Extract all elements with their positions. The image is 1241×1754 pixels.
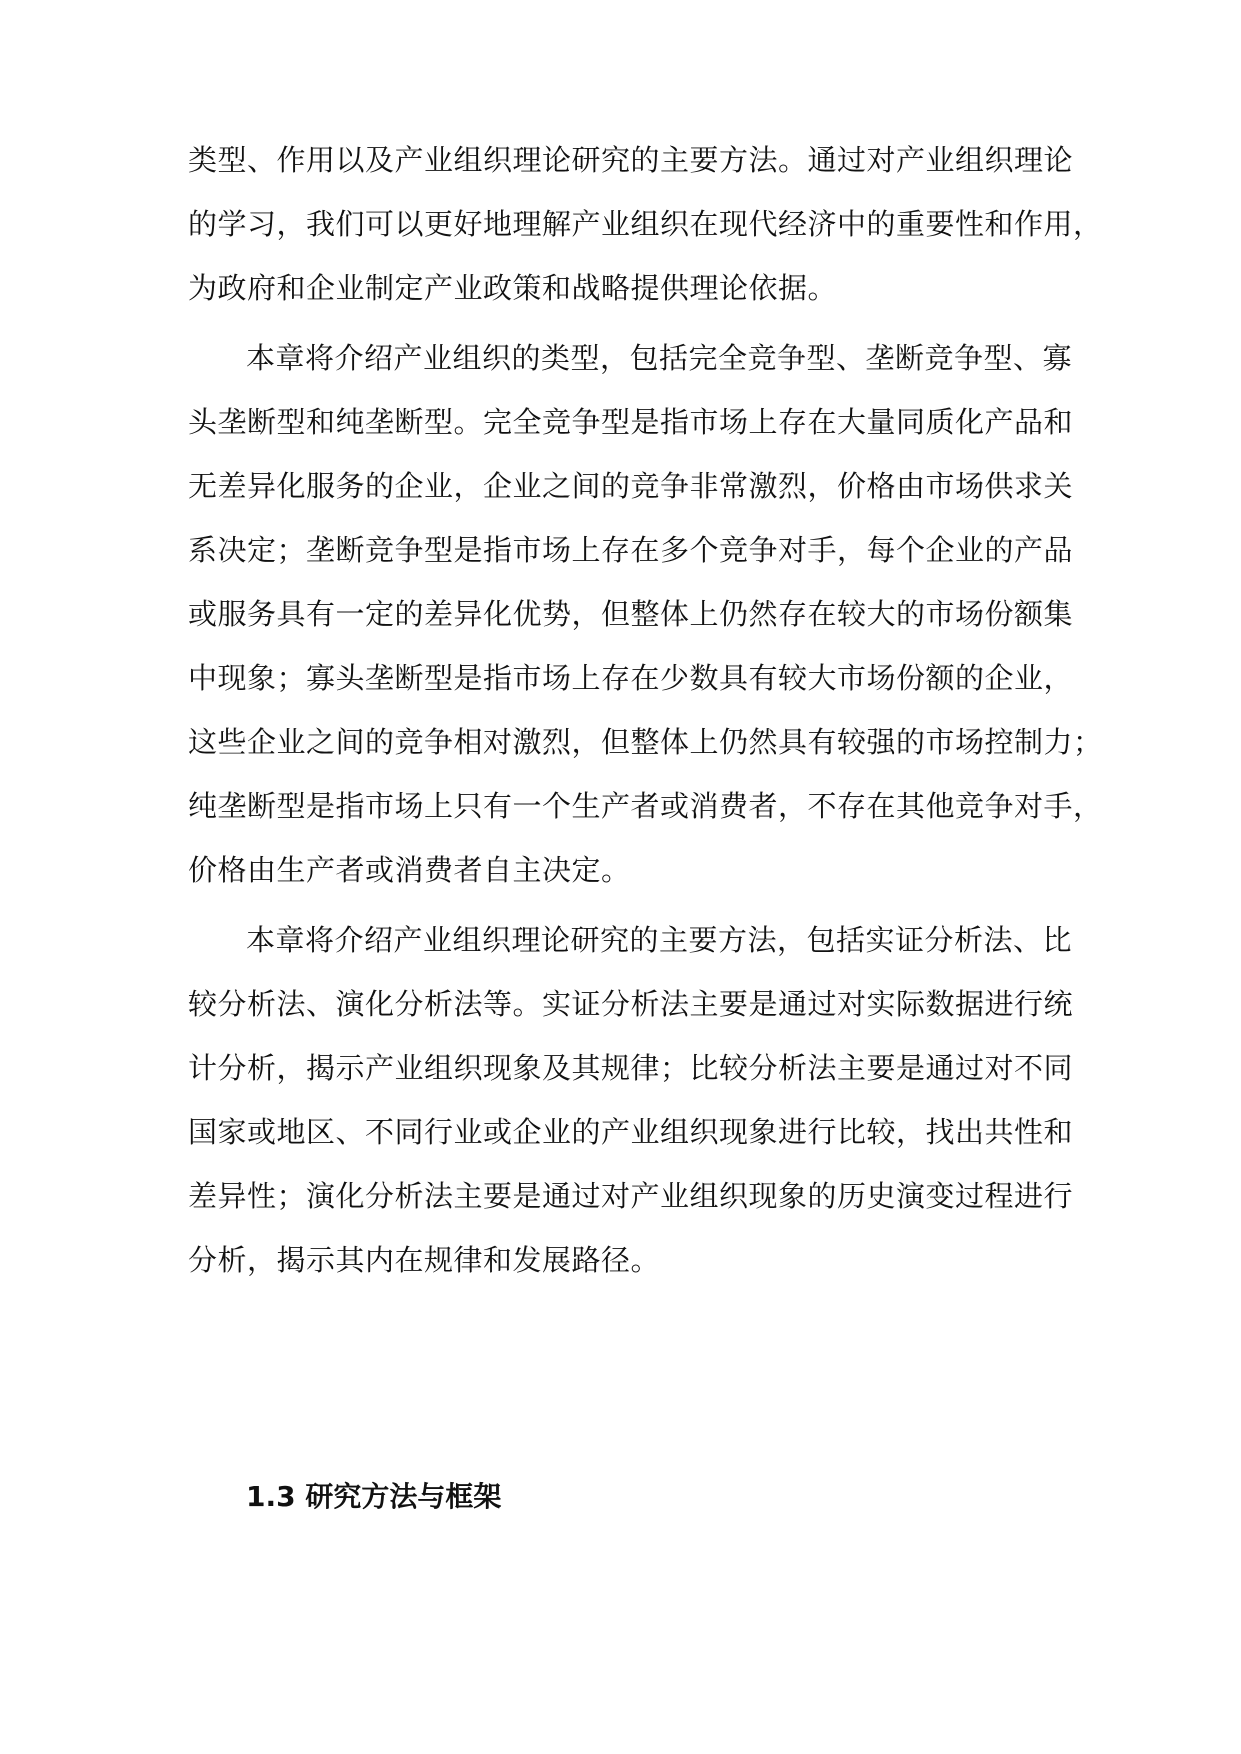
- body-text-line: 较分析法、演化分析法等。实证分析法主要是通过对实际数据进行统: [188, 987, 1074, 1021]
- body-text-line: 纯垄断型是指市场上只有一个生产者或消费者，不存在其他竞争对手，: [188, 789, 1103, 823]
- paragraph-first-line: 本章将介绍产业组织理论研究的主要方法，包括实证分析法、比: [246, 923, 1073, 957]
- body-text-line: 这些企业之间的竞争相对激烈，但整体上仍然具有较强的市场控制力；: [188, 725, 1103, 759]
- body-text-line: 系决定；垄断竞争型是指市场上存在多个竞争对手，每个企业的产品: [188, 533, 1074, 567]
- paragraph-first-line: 本章将介绍产业组织的类型，包括完全竞争型、垄断竞争型、寡: [246, 341, 1073, 375]
- body-text-line: 国家或地区、不同行业或企业的产业组织现象进行比较，找出共性和: [188, 1115, 1074, 1149]
- body-text-line: 分析，揭示其内在规律和发展路径。: [188, 1243, 661, 1277]
- body-text-line: 或服务具有一定的差异化优势，但整体上仍然存在较大的市场份额集: [188, 597, 1074, 631]
- body-text-line: 无差异化服务的企业，企业之间的竞争非常激烈，价格由市场供求关: [188, 469, 1074, 503]
- body-text-line: 类型、作用以及产业组织理论研究的主要方法。通过对产业组织理论: [188, 143, 1074, 177]
- body-text-line: 为政府和企业制定产业政策和战略提供理论依据。: [188, 271, 838, 305]
- body-text-line: 的学习，我们可以更好地理解产业组织在现代经济中的重要性和作用，: [188, 207, 1103, 241]
- section-heading: 1.3 研究方法与框架: [246, 1480, 502, 1513]
- body-text-line: 计分析，揭示产业组织现象及其规律；比较分析法主要是通过对不同: [188, 1051, 1074, 1085]
- body-text-line: 头垄断型和纯垄断型。完全竞争型是指市场上存在大量同质化产品和: [188, 405, 1074, 439]
- body-text-line: 中现象；寡头垄断型是指市场上存在少数具有较大市场份额的企业，: [188, 661, 1074, 695]
- body-text-line: 价格由生产者或消费者自主决定。: [188, 853, 631, 887]
- body-text-line: 差异性；演化分析法主要是通过对产业组织现象的历史演变过程进行: [188, 1179, 1074, 1213]
